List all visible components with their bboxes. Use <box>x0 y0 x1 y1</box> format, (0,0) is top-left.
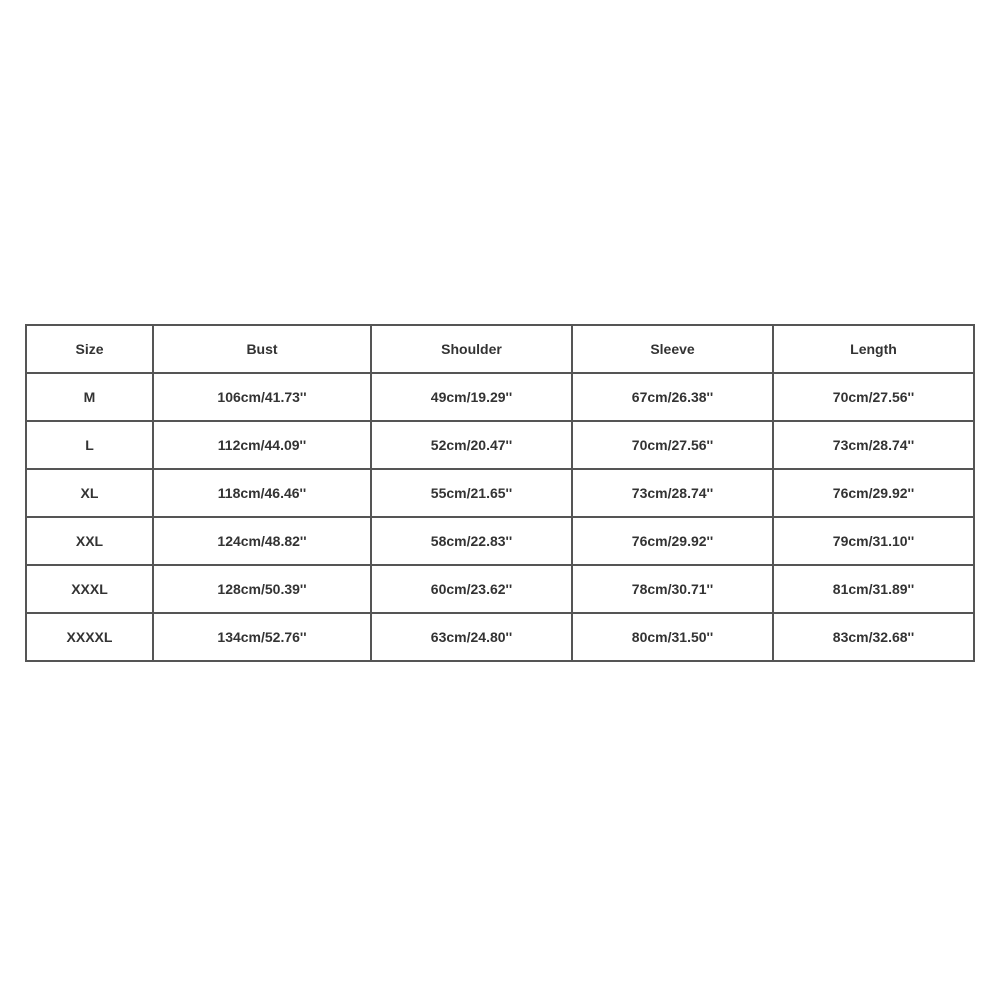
cell-bust: 112cm/44.09'' <box>153 421 371 469</box>
cell-sleeve: 73cm/28.74'' <box>572 469 773 517</box>
cell-length: 70cm/27.56'' <box>773 373 974 421</box>
table-header-row <box>26 325 974 373</box>
cell-size: XXXXL <box>26 613 153 661</box>
cell-bust: 134cm/52.76'' <box>153 613 371 661</box>
cell-bust: 124cm/48.82'' <box>153 517 371 565</box>
cell-sleeve: 76cm/29.92'' <box>572 517 773 565</box>
cell-sleeve: 70cm/27.56'' <box>572 421 773 469</box>
cell-length: 79cm/31.10'' <box>773 517 974 565</box>
table-row <box>26 517 974 565</box>
table-row <box>26 469 974 517</box>
cell-sleeve: 80cm/31.50'' <box>572 613 773 661</box>
cell-length: 81cm/31.89'' <box>773 565 974 613</box>
cell-size: XL <box>26 469 153 517</box>
cell-shoulder: 60cm/23.62'' <box>371 565 572 613</box>
cell-size: XXL <box>26 517 153 565</box>
header-sleeve: Sleeve <box>572 325 773 373</box>
cell-shoulder: 55cm/21.65'' <box>371 469 572 517</box>
size-chart-table <box>25 324 975 662</box>
cell-bust: 128cm/50.39'' <box>153 565 371 613</box>
header-length: Length <box>773 325 974 373</box>
cell-sleeve: 78cm/30.71'' <box>572 565 773 613</box>
cell-size: L <box>26 421 153 469</box>
cell-length: 76cm/29.92'' <box>773 469 974 517</box>
header-shoulder: Shoulder <box>371 325 572 373</box>
cell-shoulder: 58cm/22.83'' <box>371 517 572 565</box>
cell-bust: 118cm/46.46'' <box>153 469 371 517</box>
cell-sleeve: 67cm/26.38'' <box>572 373 773 421</box>
cell-size: XXXL <box>26 565 153 613</box>
cell-length: 83cm/32.68'' <box>773 613 974 661</box>
cell-length: 73cm/28.74'' <box>773 421 974 469</box>
header-bust: Bust <box>153 325 371 373</box>
table-row <box>26 613 974 661</box>
cell-bust: 106cm/41.73'' <box>153 373 371 421</box>
table-row <box>26 421 974 469</box>
cell-size: M <box>26 373 153 421</box>
table-row <box>26 373 974 421</box>
cell-shoulder: 52cm/20.47'' <box>371 421 572 469</box>
table-row <box>26 565 974 613</box>
cell-shoulder: 49cm/19.29'' <box>371 373 572 421</box>
header-size: Size <box>26 325 153 373</box>
cell-shoulder: 63cm/24.80'' <box>371 613 572 661</box>
